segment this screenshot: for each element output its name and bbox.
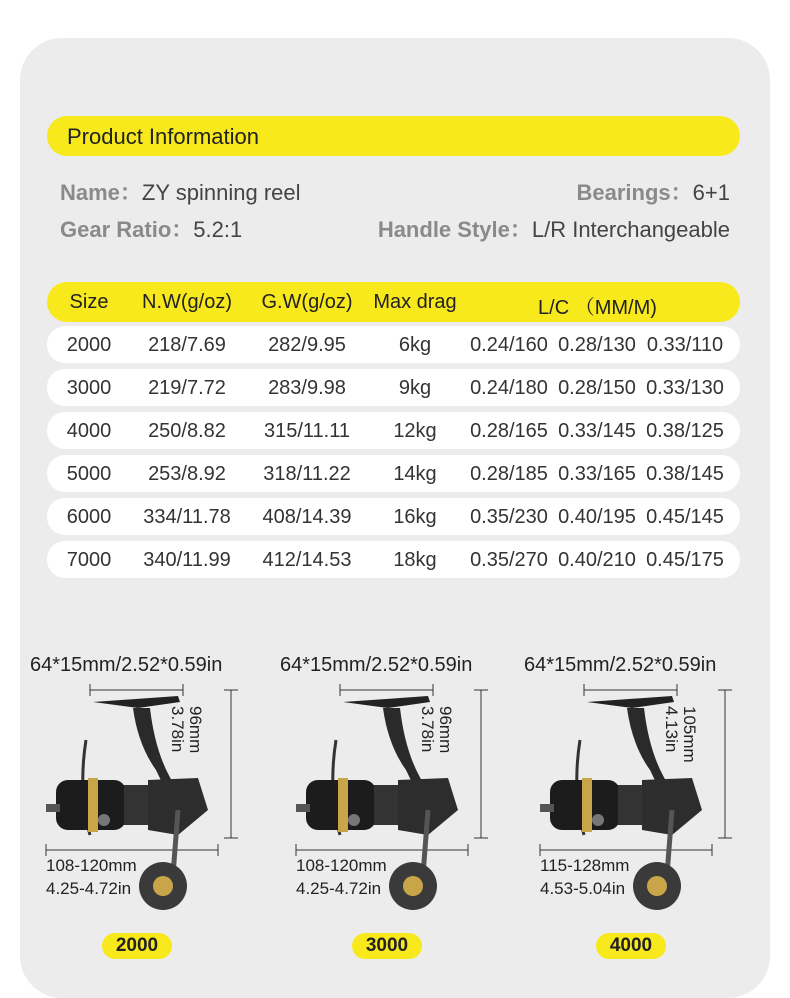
cell-gw: 315/11.11 — [263, 420, 350, 442]
cell-nw: 218/7.69 — [148, 334, 226, 356]
handle-info — [378, 213, 730, 244]
table-header — [47, 282, 740, 322]
gear-info — [60, 213, 242, 244]
spool-dimension: 64*15mm/2.52*0.59in — [280, 654, 473, 676]
cell-size: 6000 — [66, 506, 112, 528]
cell-lc-2: 0.33/145 — [558, 420, 636, 442]
size-badge: 3000 — [352, 933, 422, 959]
cell-gw: 318/11.22 — [263, 463, 351, 485]
cell-lc-3: 0.38/145 — [646, 463, 724, 485]
height-mm: 96mm — [186, 706, 205, 754]
cell-size: 3000 — [66, 377, 112, 399]
cell-drag: 18kg — [393, 549, 437, 571]
handle-in: 4.53-5.04in — [540, 879, 626, 898]
cell-gw: 282/9.95 — [268, 334, 346, 356]
cell-lc-2: 0.28/130 — [558, 334, 636, 356]
cell-nw: 340/11.99 — [143, 549, 231, 571]
cell-nw: 250/8.82 — [148, 420, 226, 442]
table-row — [47, 412, 740, 449]
bearings-value: 6+1 — [692, 180, 730, 205]
handle-mm: 115-128mm — [540, 856, 630, 875]
height-in: 3.78in — [418, 706, 437, 753]
cell-lc-3: 0.45/175 — [646, 549, 724, 571]
cell-drag: 16kg — [393, 506, 437, 528]
reel-4000 — [524, 650, 782, 960]
handle-mm: 108-120mm — [46, 856, 137, 875]
cell-size: 2000 — [66, 334, 112, 356]
header-size: Size — [69, 291, 109, 313]
table-row — [47, 455, 740, 492]
size-badge: 4000 — [596, 933, 666, 959]
section-title: Product Information — [67, 124, 259, 149]
reel-2000 — [30, 650, 288, 960]
table-row — [47, 498, 740, 535]
cell-lc-1: 0.24/180 — [470, 377, 548, 399]
spool-dimension: 64*15mm/2.52*0.59in — [524, 654, 717, 676]
cell-lc-1: 0.35/270 — [470, 549, 548, 571]
cell-lc-2: 0.33/165 — [558, 463, 636, 485]
cell-size: 5000 — [66, 463, 112, 485]
cell-size: 7000 — [66, 549, 112, 571]
spool-dimension: 64*15mm/2.52*0.59in — [30, 654, 223, 676]
handle-mm: 108-120mm — [296, 856, 387, 875]
cell-size: 4000 — [66, 420, 112, 442]
handle-in: 4.25-4.72in — [46, 879, 132, 898]
height-in: 4.13in — [662, 706, 681, 753]
bearings-label: Bearings： — [576, 180, 693, 205]
cell-gw: 283/9.98 — [268, 377, 346, 399]
cell-gw: 412/14.53 — [262, 549, 352, 571]
cell-drag: 6kg — [398, 334, 432, 356]
cell-lc-1: 0.28/185 — [470, 463, 548, 485]
gear-value: 5.2:1 — [193, 217, 243, 242]
name-value: ZY spinning reel — [141, 180, 301, 205]
cell-lc-3: 0.38/125 — [646, 420, 724, 442]
cell-lc-3: 0.33/130 — [646, 377, 724, 399]
name-label: Name： — [60, 180, 142, 205]
height-in: 3.78in — [168, 706, 187, 753]
cell-nw: 253/8.92 — [148, 463, 226, 485]
header-drag: Max drag — [373, 291, 457, 313]
cell-nw: 334/11.78 — [143, 506, 231, 528]
cell-lc-1: 0.35/230 — [470, 506, 548, 528]
header-lc: L/C （MM/M) — [538, 297, 657, 319]
handle-label: Handle Style： — [377, 217, 532, 242]
cell-drag: 14kg — [393, 463, 437, 485]
cell-lc-2: 0.40/210 — [558, 549, 636, 571]
cell-drag: 12kg — [393, 420, 437, 442]
header-gw: G.W(g/oz) — [261, 291, 353, 313]
height-mm: 96mm — [436, 706, 455, 754]
table-row — [47, 369, 740, 406]
cell-lc-3: 0.33/110 — [646, 334, 724, 356]
cell-lc-2: 0.28/150 — [558, 377, 636, 399]
size-badge: 2000 — [102, 933, 172, 959]
cell-lc-2: 0.40/195 — [558, 506, 636, 528]
height-mm: 105mm — [680, 706, 699, 763]
bearings-info — [577, 176, 730, 207]
gear-label: Gear Ratio： — [60, 217, 194, 242]
table-row — [47, 541, 740, 578]
cell-drag: 9kg — [398, 377, 432, 399]
cell-lc-1: 0.24/160 — [470, 334, 548, 356]
table-row — [47, 326, 740, 363]
cell-gw: 408/14.39 — [262, 506, 352, 528]
name-info — [60, 176, 301, 207]
cell-lc-3: 0.45/145 — [646, 506, 724, 528]
reel-3000 — [280, 650, 538, 960]
header-nw: N.W(g/oz) — [142, 291, 232, 313]
cell-lc-1: 0.28/165 — [470, 420, 548, 442]
cell-nw: 219/7.72 — [148, 377, 226, 399]
handle-in: 4.25-4.72in — [296, 879, 382, 898]
section-header — [47, 116, 740, 156]
handle-value: L/R Interchangeable — [531, 217, 730, 242]
